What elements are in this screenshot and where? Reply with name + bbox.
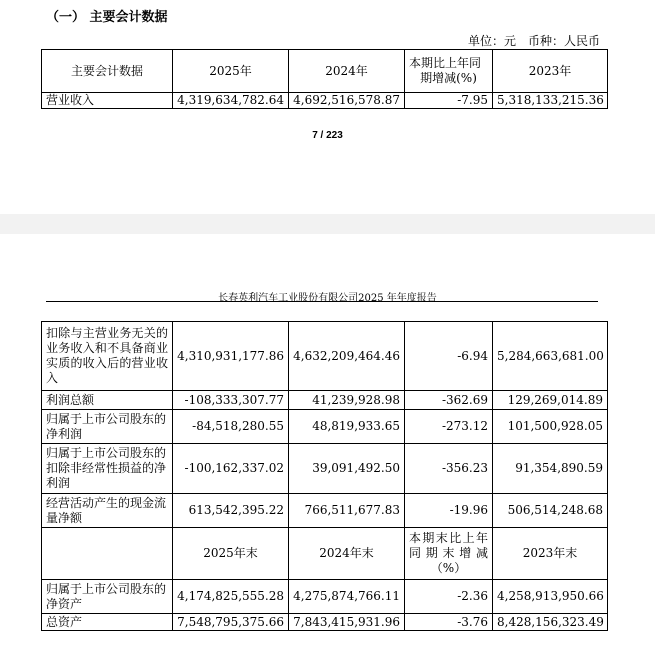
cell-2025: 4,174,825,555.28 xyxy=(173,580,289,614)
header-item: 主要会计数据 xyxy=(42,50,173,93)
cell-2024: 4,692,516,578.87 xyxy=(289,93,405,109)
cell-2023: 8,428,156,323.49 xyxy=(493,614,608,631)
header-2023: 2023年 xyxy=(493,50,608,93)
cell-change: -3.76 xyxy=(405,614,493,631)
cell-2024: 39,091,492.50 xyxy=(289,444,405,494)
cell-change: -7.95 xyxy=(405,93,493,109)
row-label: 经营活动产生的现金流量净额 xyxy=(42,494,173,528)
row-label: 归属于上市公司股东的净资产 xyxy=(42,580,173,614)
table-row xyxy=(42,494,608,528)
cell-2024: 7,843,415,931.96 xyxy=(289,614,405,631)
header-change: 本期比上年同期增减(%) xyxy=(405,50,493,93)
subheader-2024: 2024年末 xyxy=(289,528,405,580)
running-header: 长春英利汽车工业股份有限公司2025 年年度报告 xyxy=(218,293,437,304)
cell-change: -19.96 xyxy=(405,494,493,528)
cell-2023: 101,500,928.05 xyxy=(493,410,608,444)
table-row xyxy=(42,580,608,614)
unit-label: 单位：元 xyxy=(467,34,516,48)
row-label: 归属于上市公司股东的净利润 xyxy=(42,410,173,444)
cell-2023: 5,284,663,681.00 xyxy=(493,322,608,391)
cell-2024: 41,239,928.98 xyxy=(289,391,405,410)
cell-2024: 4,632,209,464.46 xyxy=(289,322,405,391)
cell-2024: 4,275,874,766.11 xyxy=(289,580,405,614)
cell-2025: 4,319,634,782.64 xyxy=(173,93,289,109)
table-row xyxy=(42,614,608,631)
table-row xyxy=(42,410,608,444)
subheader-2025: 2025年末 xyxy=(173,528,289,580)
page-number: 7 / 223 xyxy=(312,130,343,141)
row-label: 扣除与主营业务无关的业务收入和不具备商业实质的收入后的营业收入 xyxy=(42,322,173,391)
unit-line xyxy=(464,32,600,49)
key-accounting-table-top xyxy=(41,49,608,109)
cell-change: -356.23 xyxy=(405,444,493,494)
cell-2023: 91,354,890.59 xyxy=(493,444,608,494)
table-row xyxy=(42,391,608,410)
row-label: 总资产 xyxy=(42,614,173,631)
cell-2023: 5,318,133,215.36 xyxy=(493,93,608,109)
cell-2025: 4,310,931,177.86 xyxy=(173,322,289,391)
row-label: 归属于上市公司股东的扣除非经常性损益的净利润 xyxy=(42,444,173,494)
cell-2025: 613,542,395.22 xyxy=(173,494,289,528)
row-label: 利润总额 xyxy=(42,391,173,410)
key-accounting-table-continued xyxy=(41,321,608,631)
subheader-change: 本期末比上年同期末增减（%） xyxy=(405,528,493,580)
header-2024: 2024年 xyxy=(289,50,405,93)
cell-2025: -84,518,280.55 xyxy=(173,410,289,444)
table-row xyxy=(42,93,608,109)
cell-2025: -108,333,307.77 xyxy=(173,391,289,410)
cell-2023: 4,258,913,950.66 xyxy=(493,580,608,614)
table-header-row xyxy=(42,50,608,93)
subheader-2023: 2023年末 xyxy=(493,528,608,580)
cell-2023: 129,269,014.89 xyxy=(493,391,608,410)
page-gap xyxy=(0,214,655,234)
section-title: （一） 主要会计数据 xyxy=(46,10,168,25)
table-subheader-row xyxy=(42,528,608,580)
header-rule xyxy=(46,301,598,302)
cell-change: -2.36 xyxy=(405,580,493,614)
table-row xyxy=(42,444,608,494)
cell-2025: -100,162,337.02 xyxy=(173,444,289,494)
row-label: 营业收入 xyxy=(42,93,173,109)
cell-2024: 766,511,677.83 xyxy=(289,494,405,528)
subheader-item xyxy=(42,528,173,580)
cell-change: -6.94 xyxy=(405,322,493,391)
cell-2024: 48,819,933.65 xyxy=(289,410,405,444)
cell-change: -362.69 xyxy=(405,391,493,410)
header-2025: 2025年 xyxy=(173,50,289,93)
cell-2025: 7,548,795,375.66 xyxy=(173,614,289,631)
cell-2023: 506,514,248.68 xyxy=(493,494,608,528)
cell-change: -273.12 xyxy=(405,410,493,444)
currency-label: 币种：人民币 xyxy=(527,34,600,48)
table-row xyxy=(42,322,608,391)
